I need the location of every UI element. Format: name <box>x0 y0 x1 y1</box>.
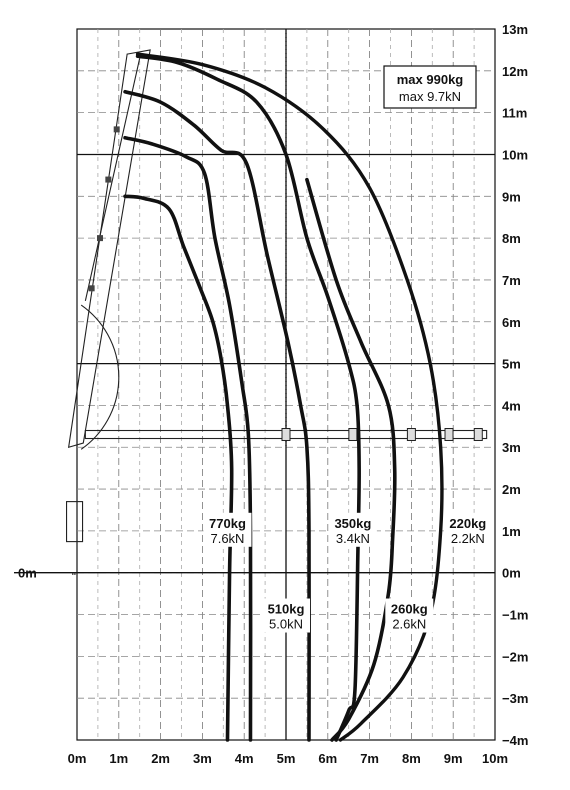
x-tick-label: 3m <box>193 751 212 766</box>
y-tick-label: 10m <box>502 147 529 163</box>
curve-force-label: 7.6kN <box>210 530 245 546</box>
crane-boom-section <box>349 429 357 441</box>
y-tick-label: −1m <box>502 607 529 623</box>
curve-force-label: 2.6kN <box>392 616 427 632</box>
crane-boom-section <box>474 429 482 441</box>
crane-main-boom <box>69 50 151 447</box>
y-tick-label: 6m <box>502 314 521 330</box>
y-tick-label: 3m <box>502 440 521 456</box>
crane-boom-section <box>407 429 415 441</box>
curve-weight-label: 770kg <box>209 515 246 531</box>
y-tick-label: 9m <box>502 189 521 205</box>
y-tick-label: 5m <box>502 356 521 372</box>
y-tick-label: 7m <box>502 272 521 288</box>
max-weight-label: max 990kg <box>396 72 464 87</box>
max-capacity-box <box>384 66 476 108</box>
y-tick-label: 12m <box>502 63 529 79</box>
x-tick-label: 4m <box>234 751 254 766</box>
x-tick-label: 0m <box>67 751 87 766</box>
x-tick-label: 6m <box>318 751 338 766</box>
x-tick-label: 7m <box>360 751 379 766</box>
max-force-label: max 9.7kN <box>398 89 462 104</box>
curve-force-label: 5.0kN <box>269 616 303 632</box>
tick-labels <box>18 22 528 766</box>
crane-boom-joint <box>97 235 103 241</box>
curve-weight-label: 220kg <box>449 515 487 531</box>
y-tick-label: 11m <box>502 105 528 121</box>
x-tick-label: 2m <box>151 751 170 766</box>
crane-base <box>67 502 83 542</box>
y-tick-label: 8m <box>502 231 521 247</box>
load-curve-350kg <box>125 92 309 740</box>
y-tick-label: 1m <box>502 523 521 539</box>
curve-force-label: 2.2kN <box>450 530 485 546</box>
load-curve-770kg <box>125 196 232 740</box>
y-tick-label: 2m <box>502 482 521 498</box>
x-tick-label: 1m <box>109 751 129 766</box>
y-tick-label: −2m <box>502 649 529 665</box>
crane-boom-section <box>445 429 453 441</box>
load-curve-260kg <box>138 56 360 740</box>
x-tick-label: 10m <box>481 751 509 766</box>
curve-force-label: 3.4kN <box>335 530 370 546</box>
curve-weight-label: 260kg <box>390 601 428 617</box>
y-tick-label: 13m <box>502 22 529 37</box>
crane-boom-joint <box>105 177 111 183</box>
y-tick-label: 4m <box>502 398 521 414</box>
curve-weight-label: 510kg <box>267 601 305 617</box>
x-tick-label: 9m <box>443 751 463 766</box>
y-tick-label: 0m <box>502 565 521 581</box>
crane-boom-section <box>282 429 290 441</box>
crane-boom-joint <box>89 285 95 291</box>
curve-weight-label: 350kg <box>334 515 372 531</box>
load-curve-220kg <box>307 180 395 740</box>
y-tick-label: −3m <box>502 691 529 707</box>
x-tick-label: 8m <box>402 751 421 766</box>
crane-boom-joint <box>114 126 120 132</box>
y-tick-label: −4m <box>502 733 529 748</box>
y-tick-label-left: 0m <box>18 565 37 581</box>
series-curves <box>125 54 442 740</box>
x-tick-label: 5m <box>276 751 296 766</box>
